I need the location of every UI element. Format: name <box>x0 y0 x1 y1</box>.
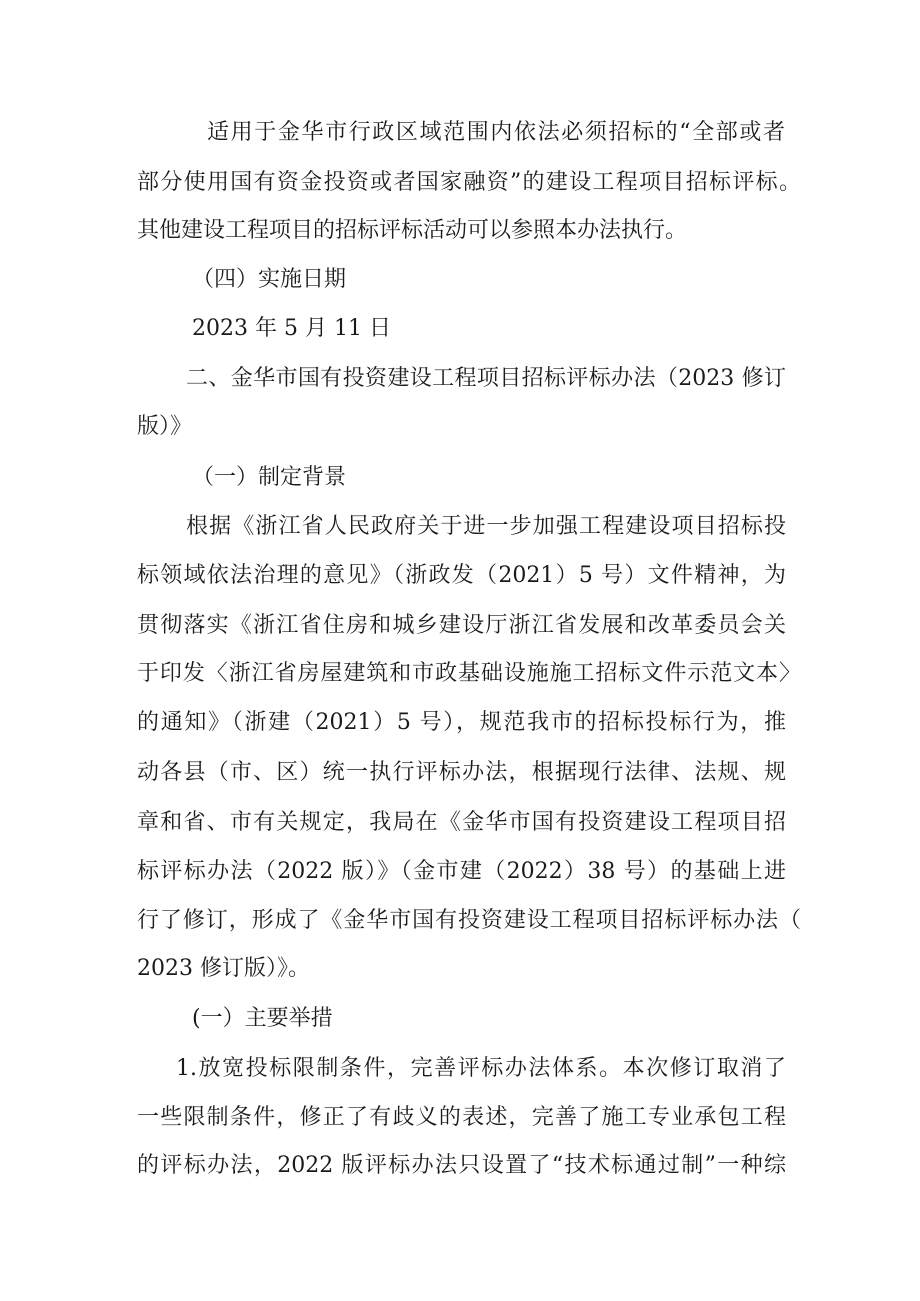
section-two-title-line-2: 版）》 <box>137 414 193 439</box>
para-scope-line-2: 部分使用国有资金投资或者国家融资”的建设工程项目招标评标。 <box>137 170 801 195</box>
para-background-line-8: 标评标办法（2022 版）》（金市建（2022）38 号）的基础上进 <box>137 859 786 884</box>
para-measures-line-2: 一些限制条件，修正了有歧义的表述，完善了施工专业承包工程 <box>137 1105 786 1130</box>
para-background-line-7: 章和省、市有关规定，我局在《金华市国有投资建设工程项目招 <box>137 810 786 835</box>
para-background-line-3: 贯彻落实《浙江省住房和城乡建设厅浙江省发展和改革委员会关 <box>137 613 786 638</box>
section-two-title-line-1: 二、金华市国有投资建设工程项目招标评标办法（2023 修订 <box>186 366 786 391</box>
para-background-line-6: 动各县（市、区）统一执行评标办法，根据现行法律、法规、规 <box>137 760 786 785</box>
para-background-line-10: 2023 修订版）》。 <box>137 956 310 981</box>
implementation-date-value: 2023 年 5 月 11 日 <box>192 316 391 341</box>
heading-main-measures: (一）主要举措 <box>192 1006 333 1031</box>
heading-implementation-date: （四）实施日期 <box>192 267 347 292</box>
para-measures-line-1: 1.放宽投标限制条件，完善评标办法体系。本次修订取消了 <box>176 1056 786 1081</box>
para-background-line-2: 标领域依法治理的意见》（浙政发（2021）5 号）文件精神，为 <box>137 563 786 588</box>
para-scope-line-1: 适用于金华市行政区域范围内依法必须招标的“全部或者 <box>207 120 785 145</box>
heading-background: （一）制定背景 <box>192 465 347 490</box>
para-background-line-4: 于印发〈浙江省房屋建筑和市政基础设施施工招标文件示范文本〉 <box>137 661 801 686</box>
para-scope-line-3: 其他建设工程项目的招标评标活动可以参照本办法执行。 <box>137 218 688 243</box>
para-measures-line-3: 的评标办法，2022 版评标办法只设置了“技术标通过制”一种综 <box>137 1153 786 1178</box>
para-background-line-5: 的通知》（浙建（2021）5 号），规范我市的招标投标行为，推 <box>137 710 786 735</box>
para-background-line-9: 行了修订，形成了《金华市国有投资建设工程项目招标评标办法（ <box>137 908 801 933</box>
para-background-line-1: 根据《浙江省人民政府关于进一步加强工程建设项目招标投 <box>186 514 786 539</box>
